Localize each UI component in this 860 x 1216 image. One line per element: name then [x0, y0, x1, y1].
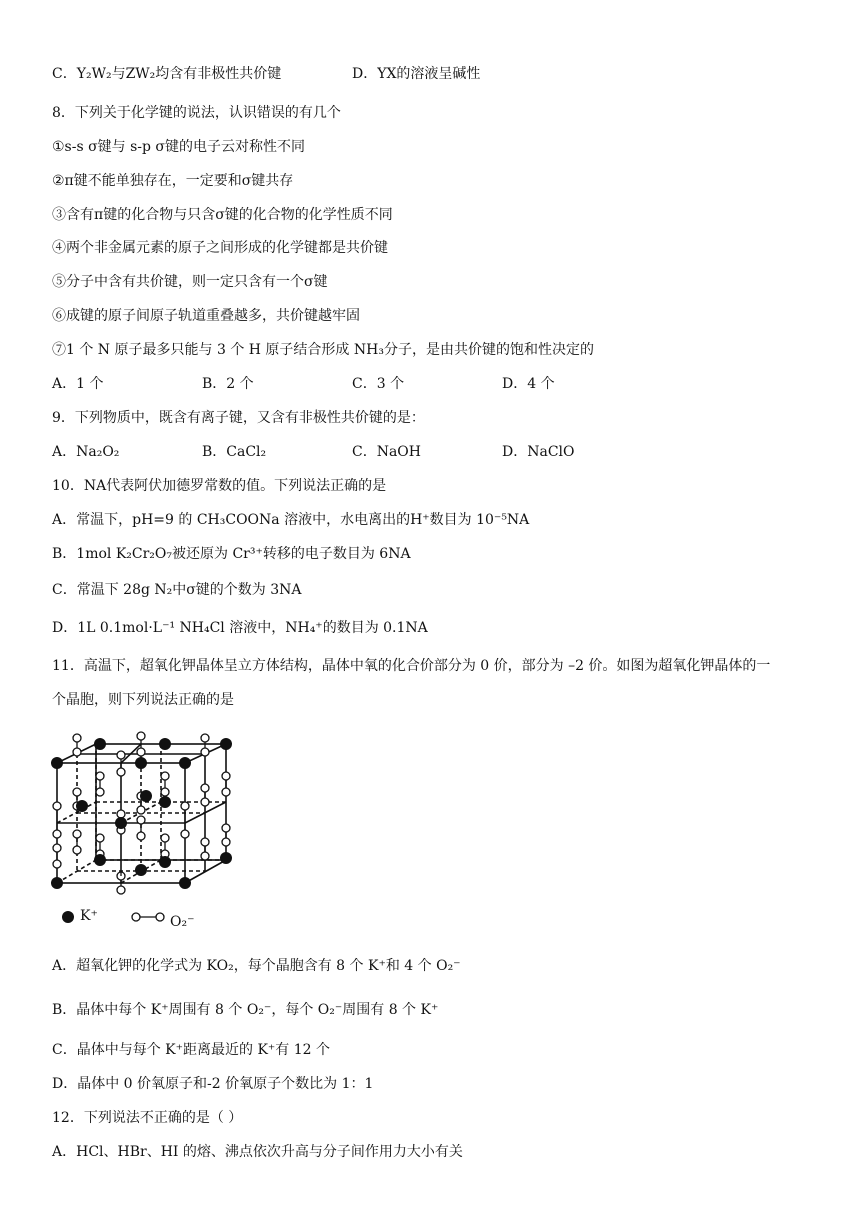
o2-ion-legend-marker	[130, 909, 170, 925]
q7-option-c: C．Y₂W₂与ZW₂均含有非极性共价键	[52, 66, 282, 82]
q8-item-7: ⑦1 个 N 原子最多只能与 3 个 H 原子结合形成 NH₃分子，是由共价键的饱和性决定的	[52, 342, 594, 358]
q8-option-a: A．1 个	[52, 376, 104, 392]
q8-item-4: ④两个非金属元素的原子之间形成的化学键都是共价键	[52, 240, 388, 256]
q8-option-b: B．2 个	[202, 376, 254, 392]
k-ion-legend-marker	[62, 911, 74, 923]
q10-option-b: B．1mol K₂Cr₂O₇被还原为 Cr³⁺转移的电子数目为 6NA	[52, 546, 411, 562]
q11-option-a: A．超氧化钾的化学式为 KO₂，每个晶胞含有 8 个 K⁺和 4 个 O₂⁻	[52, 958, 461, 974]
q8-option-d: D．4 个	[502, 376, 555, 392]
q8-item-1: ①s-s σ键与 s-p σ键的电子云对称性不同	[52, 139, 305, 155]
q10-option-c: C．常温下 28g N₂中σ键的个数为 3NA	[52, 582, 302, 598]
q7-option-d: D．YX的溶液呈碱性	[352, 66, 481, 82]
q8-item-6: ⑥成键的原子间原子轨道重叠越多，共价键越牢固	[52, 308, 360, 324]
q11-option-d: D．晶体中 0 价氧原子和-2 价氧原子个数比为 1：1	[52, 1076, 374, 1092]
q10-option-a: A．常温下，pH=9 的 CH₃COONa 溶液中，水电离出的H⁺数目为 10⁻⁵NA	[52, 512, 530, 528]
q8-item-3: ③含有π键的化合物与只含σ键的化合物的化学性质不同	[52, 207, 393, 223]
o2-ion-legend-label: O₂⁻	[170, 914, 195, 930]
q8-item-2: ②π键不能单独存在，一定要和σ键共存	[52, 173, 294, 189]
q11-stem-line-1: 11．高温下，超氧化钾晶体呈立方体结构，晶体中氧的化合价部分为 0 价，部分为 –2 价。如图为超氧化钾晶体的一	[52, 658, 771, 674]
q9-option-c: C．NaOH	[352, 444, 421, 460]
q12-option-a: A．HCl、HBr、HI 的熔、沸点依次升高与分子间作用力大小有关	[52, 1144, 463, 1160]
q8-stem: 8．下列关于化学键的说法，认识错误的有几个	[52, 105, 341, 121]
q11-option-c: C．晶体中与每个 K⁺距离最近的 K⁺有 12 个	[52, 1042, 331, 1058]
q8-item-5: ⑤分子中含有共价键，则一定只含有一个σ键	[52, 274, 328, 290]
q9-option-d: D．NaClO	[502, 444, 575, 460]
q9-option-a: A．Na₂O₂	[52, 444, 120, 460]
q9-option-b: B．CaCl₂	[202, 444, 267, 460]
q11-option-b: B．晶体中每个 K⁺周围有 8 个 O₂⁻，每个 O₂⁻周围有 8 个 K⁺	[52, 1002, 439, 1018]
q12-stem: 12．下列说法不正确的是（ ）	[52, 1110, 243, 1126]
q10-option-d: D．1L 0.1mol·L⁻¹ NH₄Cl 溶液中，NH₄⁺的数目为 0.1NA	[52, 620, 428, 636]
k-ion-legend-label: K⁺	[80, 908, 98, 924]
q10-stem: 10．NA代表阿伏加德罗常数的值。下列说法正确的是	[52, 478, 387, 494]
q8-option-c: C．3 个	[352, 376, 405, 392]
q9-stem: 9．下列物质中，既含有离子键，又含有非极性共价键的是：	[52, 410, 425, 426]
q11-stem-line-2: 个晶胞，则下列说法正确的是	[52, 692, 234, 708]
